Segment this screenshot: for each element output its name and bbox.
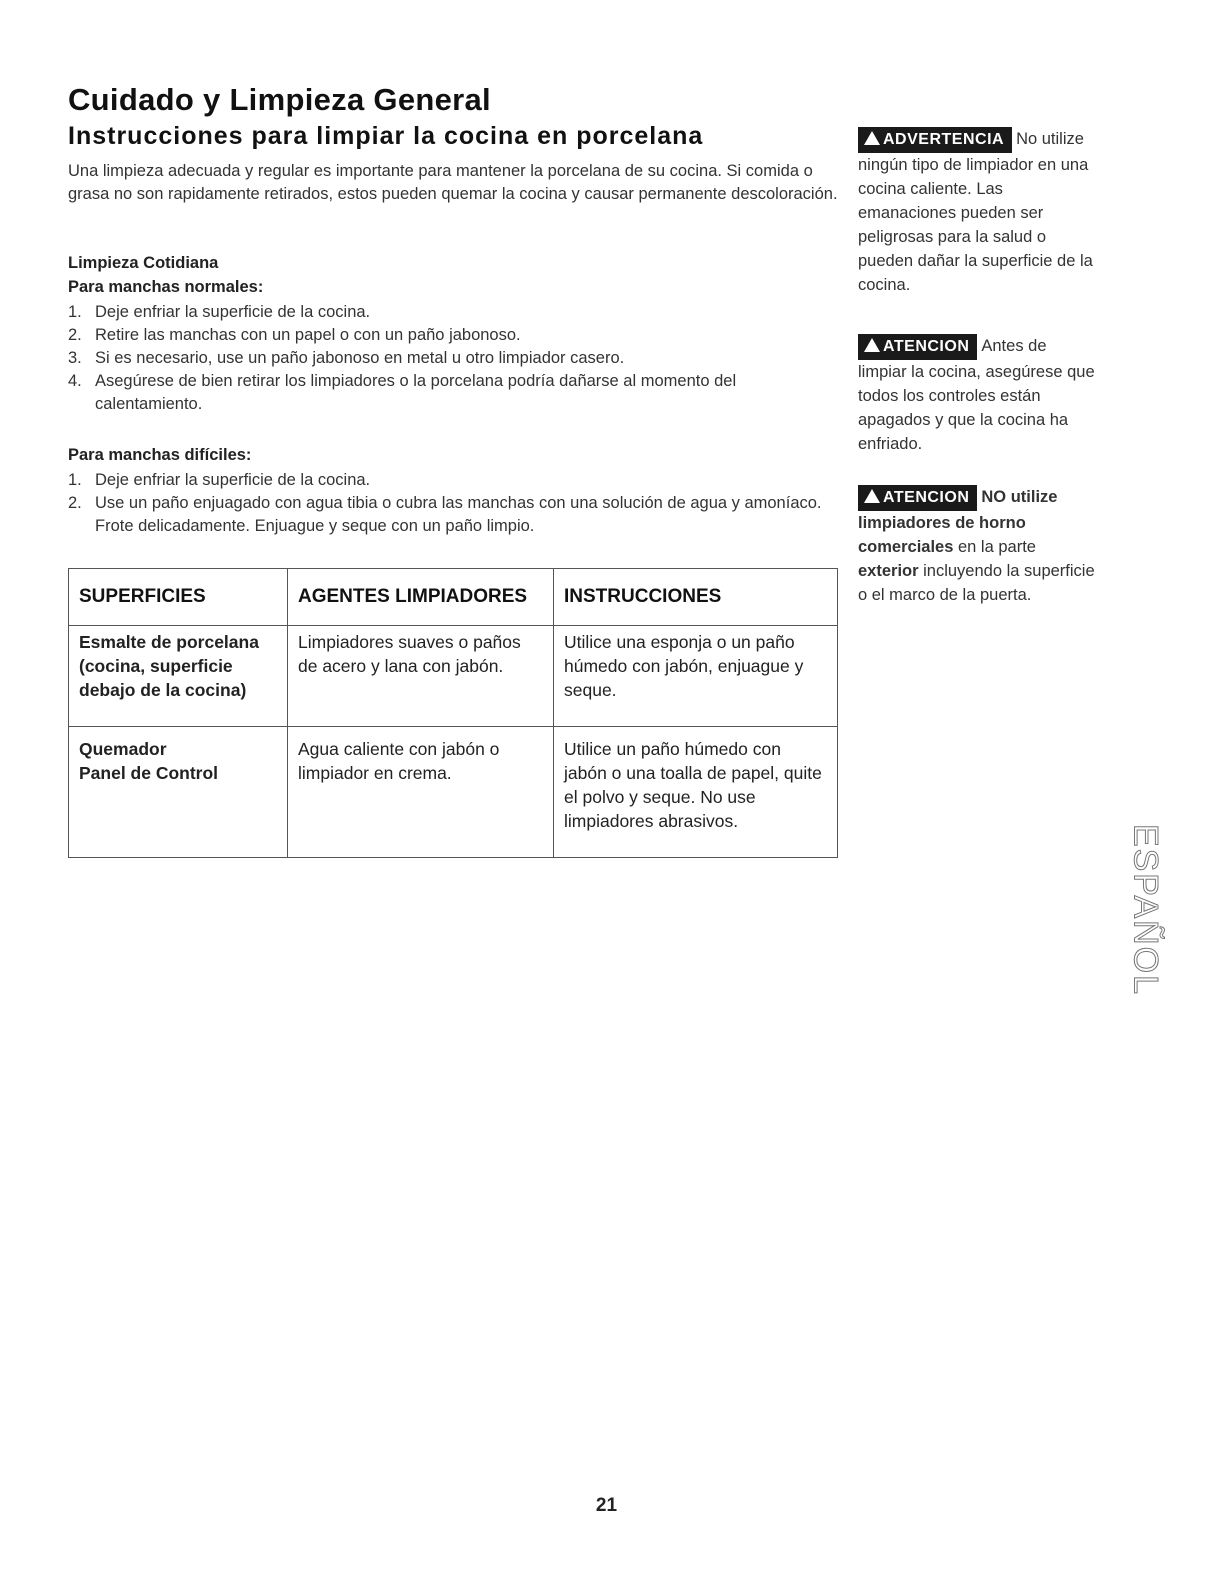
agents-cell: Agua caliente con jabón o limpiador en crema. <box>288 727 554 858</box>
normal-stains-heading: Para manchas normales: <box>68 278 264 296</box>
difficult-stains-heading: Para manchas difíciles: <box>68 446 252 464</box>
surface-name: Esmalte de porcelana (cocina, superficie debajo de la cocina) <box>79 632 259 700</box>
badge-label: ADVERTENCIA <box>883 131 1005 148</box>
step-text: Asegúrese de bien retirar los limpiadores o la porcelana podría dañarse al momento del calentamiento. <box>95 372 737 413</box>
list-item <box>68 492 843 538</box>
warning-note <box>858 127 1098 297</box>
caution-badge <box>858 334 977 360</box>
caution-bold-text: exterior <box>858 562 919 580</box>
caution-lead: Antes de <box>981 337 1047 355</box>
caution-bold-text: limpiadores de horno comerciales <box>858 514 1026 556</box>
step-text: Deje enfriar la superficie de la cocina. <box>95 303 371 321</box>
intro-paragraph: Una limpieza adecuada y regular es importante para mantener la porcelana de su cocina. Si comida o grasa no son rapidamente retirados, estos pueden quemar la cocina y causar permanente descoloración. <box>68 162 838 203</box>
caution-note <box>858 485 1098 607</box>
agents-cell: Limpiadores suaves o paños de acero y lana con jabón. <box>288 626 554 727</box>
list-item <box>68 347 843 370</box>
table-header-row <box>69 569 838 626</box>
list-item <box>68 469 843 492</box>
side-tab-label: ESPAÑOL <box>1126 823 1165 997</box>
badge-label: ATENCION <box>883 338 970 355</box>
step-text: Use un paño enjuagado con agua tibia o cubra las manchas con una solución de agua y amoníaco. Frote delicadamente. Enjuague y seque con un paño limpio. <box>95 494 822 535</box>
step-number: 1. <box>68 303 82 321</box>
list-item <box>68 370 843 416</box>
surface-name: Quemador <box>79 739 167 759</box>
step-text: Deje enfriar la superficie de la cocina. <box>95 471 371 489</box>
caution-text: incluyendo la superficie o el marco de la puerta. <box>858 562 1095 604</box>
warning-icon <box>864 131 880 145</box>
step-number: 3. <box>68 349 82 367</box>
header-instructions: INSTRUCCIONES <box>554 569 838 626</box>
caution-text: limpiar la cocina, asegúrese que todos los controles están apagados y que la cocina ha enfriado. <box>858 363 1095 453</box>
language-side-tab <box>1125 823 1165 997</box>
step-text: Retire las manchas con un papel o con un paño jabonoso. <box>95 326 521 344</box>
warning-text: utilize ningún tipo de limpiador en una cocina caliente. Las emanaciones pueden ser peligrosas para la salud o pueden dañar la superficie de la cocina. <box>858 130 1093 294</box>
list-item <box>68 324 843 347</box>
surface-cell <box>69 626 288 727</box>
header-surfaces: SUPERFICIES <box>69 569 288 626</box>
caution-lead: NO utilize <box>981 488 1058 506</box>
instructions-cell: Utilice una esponja o un paño húmedo con jabón, enjuague y seque. <box>554 626 838 727</box>
caution-badge <box>858 485 977 511</box>
warning-badge <box>858 127 1012 153</box>
caution-text: en la parte <box>958 538 1036 556</box>
caution-note <box>858 334 1098 456</box>
warning-icon <box>864 338 880 352</box>
page-title: Cuidado y Limpieza General <box>68 82 491 117</box>
warning-lead: No <box>1016 130 1038 148</box>
step-text: Si es necesario, use un paño jabonoso en metal u otro limpiador casero. <box>95 349 625 367</box>
surface-name-extra: Panel de Control <box>79 763 219 783</box>
daily-cleaning-heading: Limpieza Cotidiana <box>68 254 219 272</box>
table-row <box>69 727 838 858</box>
step-number: 1. <box>68 471 82 489</box>
surface-cell <box>69 727 288 858</box>
warning-icon <box>864 489 880 503</box>
difficult-stains-steps <box>68 469 843 538</box>
step-number: 2. <box>68 326 82 344</box>
step-number: 4. <box>68 372 82 390</box>
cleaning-table <box>68 568 838 858</box>
list-item <box>68 301 843 324</box>
normal-stains-steps <box>68 301 843 416</box>
instructions-cell: Utilice un paño húmedo con jabón o una toalla de papel, quite el polvo y seque. No use limpiadores abrasivos. <box>554 727 838 858</box>
table-row <box>69 626 838 727</box>
section-title: Instrucciones para limpiar la cocina en porcelana <box>68 122 704 150</box>
page-number: 21 <box>595 1495 618 1516</box>
header-agents: AGENTES LIMPIADORES <box>288 569 554 626</box>
badge-label: ATENCION <box>883 489 970 506</box>
step-number: 2. <box>68 494 82 512</box>
